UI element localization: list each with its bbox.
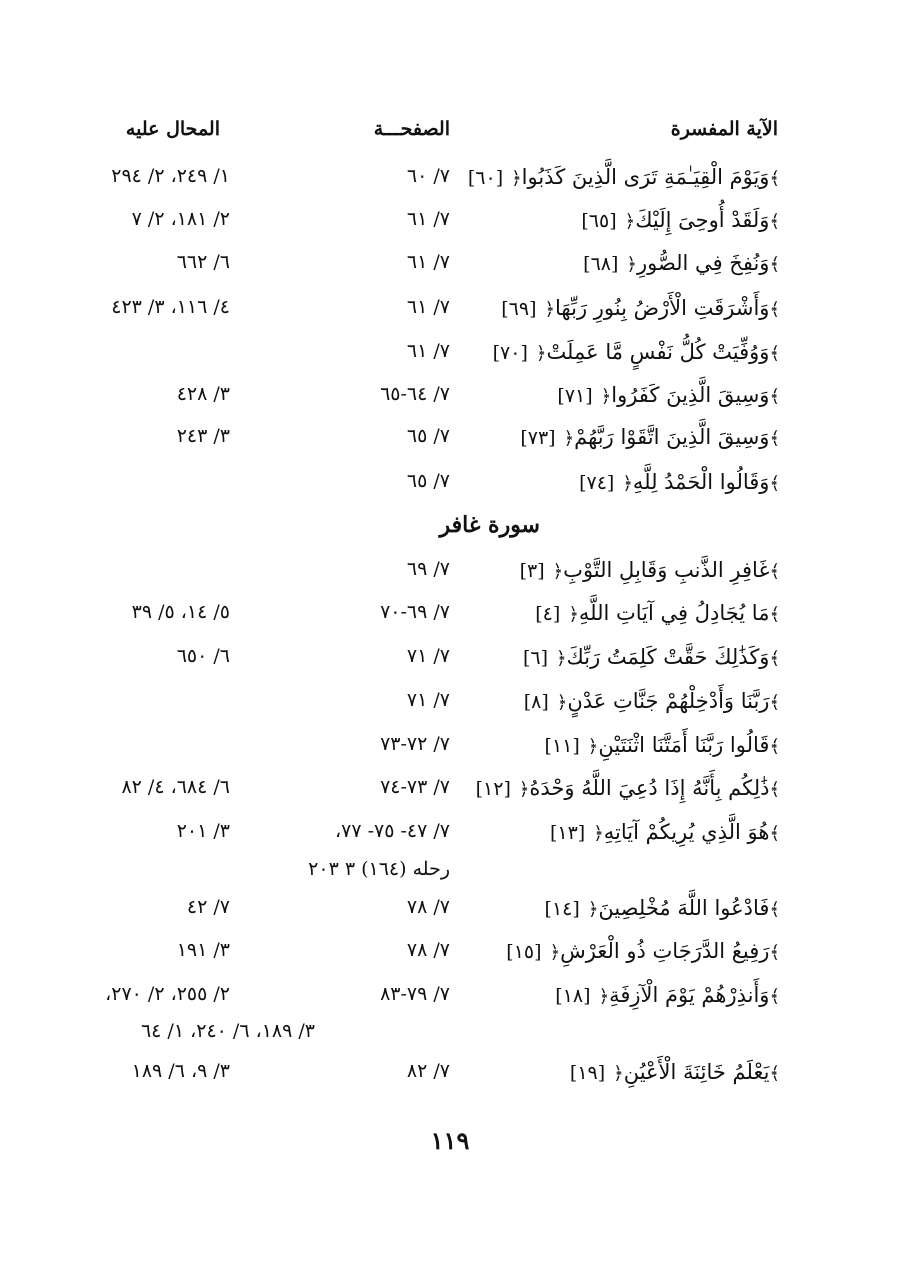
page-cell: ٧/ ٦٩ — [406, 558, 450, 580]
reference-cell: ٤/ ١١٦، ٣/ ٤٢٣ — [111, 296, 230, 318]
table-row — [0, 383, 900, 423]
table-row — [0, 251, 900, 291]
table-row — [0, 470, 900, 510]
verse-cell: ﴾وَسِيقَ الَّذِينَ اتَّقَوْا رَبَّهُمْ﴿[٧٣] — [520, 425, 780, 449]
table-row — [0, 296, 900, 336]
page-cell: ٧/ ٦٥ — [406, 425, 450, 447]
reference-cell: ٦/ ٦٥٠ — [176, 645, 230, 667]
table-row — [0, 983, 900, 1023]
page-cell: ٧/ ٧٨ — [406, 896, 450, 918]
table-row — [0, 165, 900, 205]
verse-cell: ﴾ذَٰلِكُم بِأَنَّهُ إِذَا دُعِيَ اللَّهُ وَحْدَهُ﴿[١٢] — [475, 776, 780, 800]
verse-cell: ﴾هُوَ الَّذِي يُرِيكُمْ آيَاتِهِ﴿[١٣] — [549, 820, 780, 844]
verse-cell: ﴾رَفِيعُ الدَّرَجَاتِ ذُو الْعَرْشِ﴿[١٥] — [506, 939, 780, 963]
page-cell: ٧/ ٦١ — [406, 296, 450, 318]
verse-cell: ﴾وَأَشْرَقَتِ الْأَرْضُ بِنُورِ رَبِّهَا﴿[٦٩] — [501, 296, 780, 320]
verse-cell: ﴾وَلَقَدْ أُوحِىَ إِلَيْكَ﴿[٦٥] — [581, 208, 780, 232]
reference-cell: ٦/ ٦٨٤، ٤/ ٨٢ — [121, 776, 230, 798]
table-row — [0, 601, 900, 641]
table-row — [0, 820, 900, 860]
table-row — [0, 896, 900, 936]
page-cell: ٧/ ٧١ — [406, 645, 450, 667]
verse-cell: ﴾وَكَذَٰلِكَ حَقَّتْ كَلِمَتُ رَبِّكَ﴿[٦] — [522, 645, 780, 669]
page-cell: ٧/ ٦٠ — [406, 165, 450, 187]
page-cell: ٧/ ٦٥ — [406, 470, 450, 492]
table-row — [0, 689, 900, 729]
table-row — [0, 733, 900, 773]
header-page: الصفحـــة — [373, 118, 450, 140]
page-cell: ٧/ ٧٨ — [406, 939, 450, 961]
page-cell: ٧/ ٦٤-٦٥ — [380, 383, 450, 405]
verse-cell: ﴾وَسِيقَ الَّذِينَ كَفَرُوا﴿[٧١] — [557, 383, 780, 407]
reference-cell: ٣/ ١٩١ — [176, 939, 230, 961]
reference-cell: ٣/ ٢٠١ — [176, 820, 230, 842]
header-verse: الآية المفسرة — [670, 118, 778, 140]
table-row — [0, 939, 900, 979]
table-row — [0, 208, 900, 248]
verse-cell: ﴾غَافِرِ الذَّنبِ وَقَابِلِ التَّوْبِ﴿[٣] — [519, 558, 780, 582]
verse-cell: ﴾وَأَنذِرْهُمْ يَوْمَ الْآزِفَةِ﴿[١٨] — [555, 983, 780, 1007]
table-row — [0, 776, 900, 816]
section-title: سورة غافر — [439, 512, 540, 538]
reference-cell: ٧/ ٤٢ — [186, 896, 230, 918]
table-row — [0, 645, 900, 685]
reference-cell: ٥/ ١٤، ٥/ ٣٩ — [131, 601, 230, 623]
reference-cell: ٣/ ٤٢٨ — [176, 383, 230, 405]
page-cell: ٧/ ٨٢ — [406, 1060, 450, 1082]
reference-cell-continuation: ٣/ ١٨٩، ٦/ ٢٤٠، ١/ ٦٤ — [140, 1020, 315, 1042]
reference-cell: ٣/ ٢٤٣ — [176, 425, 230, 447]
verse-cell: ﴾مَا يُجَادِلُ فِي آيَاتِ اللَّهِ﴿[٤] — [535, 601, 780, 625]
reference-cell: ١/ ٢٤٩، ٢/ ٢٩٤ — [111, 165, 230, 187]
page-cell: ٧/ ٧٢-٧٣ — [380, 733, 450, 755]
page-cell: ٧/ ٦١ — [406, 208, 450, 230]
reference-cell: ٢/ ٢٥٥، ٢/ ٢٧٠، — [105, 983, 230, 1005]
reference-cell: ٢/ ١٨١، ٢/ ٧ — [131, 208, 230, 230]
verse-cell: ﴾وَيَوْمَ الْقِيَـٰمَةِ تَرَى الَّذِينَ كَذَبُوا﴿[٦٠] — [467, 165, 780, 189]
table-row — [0, 1060, 900, 1100]
reference-cell: ٦/ ٦٦٢ — [176, 251, 230, 273]
reference-cell: ٣/ ٩، ٦/ ١٨٩ — [131, 1060, 230, 1082]
page-cell: ٧/ ٦١ — [406, 340, 450, 362]
page-cell: ٧/ ٧٩-٨٣ — [380, 983, 450, 1005]
verse-cell: ﴾وَوُفِّيَتْ كُلُّ نَفْسٍ مَّا عَمِلَتْ﴿[٧٠] — [492, 340, 780, 364]
table-row — [0, 425, 900, 465]
table-row — [0, 340, 900, 380]
verse-cell: ﴾وَنُفِخَ فِي الصُّورِ﴿[٦٨] — [583, 251, 780, 275]
page-cell: ٧/ ٧٣-٧٤ — [380, 776, 450, 798]
verse-cell: ﴾فَادْعُوا اللَّهَ مُخْلِصِينَ﴿[١٤] — [544, 896, 780, 920]
verse-cell: ﴾وَقَالُوا الْحَمْدُ لِلَّهِ﴿[٧٤] — [579, 470, 780, 494]
verse-cell: ﴾قَالُوا رَبَّنَا أَمَتَّنَا اثْنَتَيْنِ﴿[١١] — [544, 733, 780, 757]
table-row — [0, 558, 900, 598]
header-reference: المحال عليه — [125, 118, 220, 140]
page-cell-continuation: رحله (١٦٤) ٣ ٢٠٣ — [308, 858, 450, 880]
verse-cell: ﴾رَبَّنَا وَأَدْخِلْهُمْ جَنَّاتِ عَدْنٍ﴿[٨] — [523, 689, 780, 713]
page-cell: ٧/ ٤٧- ٧٥- ٧٧، — [334, 820, 450, 842]
page-number: ١١٩ — [430, 1126, 470, 1155]
verse-cell: ﴾يَعْلَمُ خَائِنَةَ الْأَعْيُنِ﴿[١٩] — [569, 1060, 780, 1084]
page-cell: ٧/ ٦٩-٧٠ — [380, 601, 450, 623]
page-cell: ٧/ ٧١ — [406, 689, 450, 711]
page-cell: ٧/ ٦١ — [406, 251, 450, 273]
